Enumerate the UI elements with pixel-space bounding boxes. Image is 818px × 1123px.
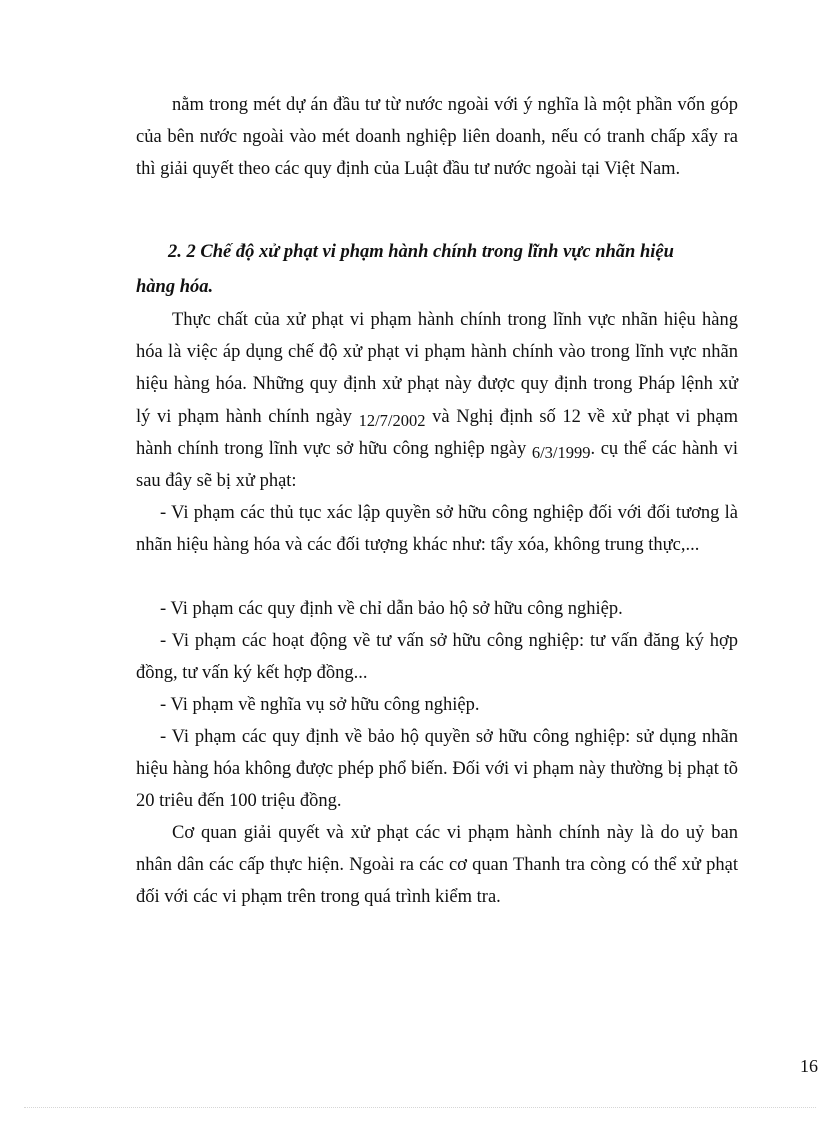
- paragraph-conclusion: Cơ quan giải quyết và xử phạt các vi phạm hành chính này là do uỷ ban nhân dân các cấp thực hiện. Ngoài ra các cơ quan Thanh tra còng có thể xử phạt đối với các vi phạm trên trong quá trình kiểm tra.: [136, 823, 738, 908]
- footer-divider: [24, 1107, 816, 1108]
- section-heading: 2. 2 Chế độ xử phạt vi phạm hành chính trong lĩnh vực nhãn hiệu hàng hóa.: [136, 242, 674, 297]
- paragraph-intro-part1: Thực chất của xử phạt vi phạm hành chính trong lĩnh vực nhãn hiệu hàng hóa là việc áp dụng chế độ xử phạt vi phạm hành chính vào trong lĩnh vực nhãn hiệu hàng hóa. Những quy định xử phạt này được quy định trong Pháp lệnh xử lý vi phạm hành chính ngày: [136, 310, 738, 427]
- date-12-7-2002: 12/7/2002: [358, 410, 426, 430]
- page-number: 16: [800, 1056, 818, 1076]
- bullet-item-2: - Vi phạm các quy định về chỉ dẫn bảo hộ sở hữu công nghiệp.: [160, 599, 623, 619]
- paragraph-continuation: nằm trong mét dự án đầu tư từ nước ngoài với ý nghĩa là một phần vốn góp của bên nước ngoài vào mét doanh nghiệp liên doanh, nếu có tranh chấp xẩy ra thì giải quyết theo các quy định của Luật đầu tư nước ngoài tại Việt Nam.: [136, 95, 738, 180]
- bullet-item-3: - Vi phạm các hoạt động về tư vấn sở hữu công nghiệp: tư vấn đăng ký hợp đồng, tư vấn ký kết hợp đồng...: [136, 631, 738, 684]
- bullet-item-4: - Vi phạm về nghĩa vụ sở hữu công nghiệp.: [160, 695, 480, 715]
- paragraph-intro: [136, 304, 738, 497]
- paragraph-intro-part3: . cụ thể các hành vi sau đây sẽ bị xử phạt:: [136, 438, 739, 492]
- bullet-item-1: - Vi phạm các thủ tục xác lập quyền sở hữu công nghiệp đối với đối tương là nhãn hiệu hàng hóa và các đối tượng khác như: tẩy xóa, không trung thực,...: [136, 503, 738, 556]
- date-6-3-1999: 6/3/1999: [531, 442, 591, 462]
- paragraph-intro-part2: và Nghị định số 12 về xử phạt vi phạm hành chính trong lĩnh vực sở hữu công nghiệp ngày: [136, 406, 739, 459]
- bullet-item-5: - Vi phạm các quy định về bảo hộ quyền sở hữu công nghiệp: sử dụng nhãn hiệu hàng hóa không được phép phổ biến. Đối với vi phạm này thường bị phạt tõ 20 triêu đến 100 triệu đồng.: [136, 727, 738, 812]
